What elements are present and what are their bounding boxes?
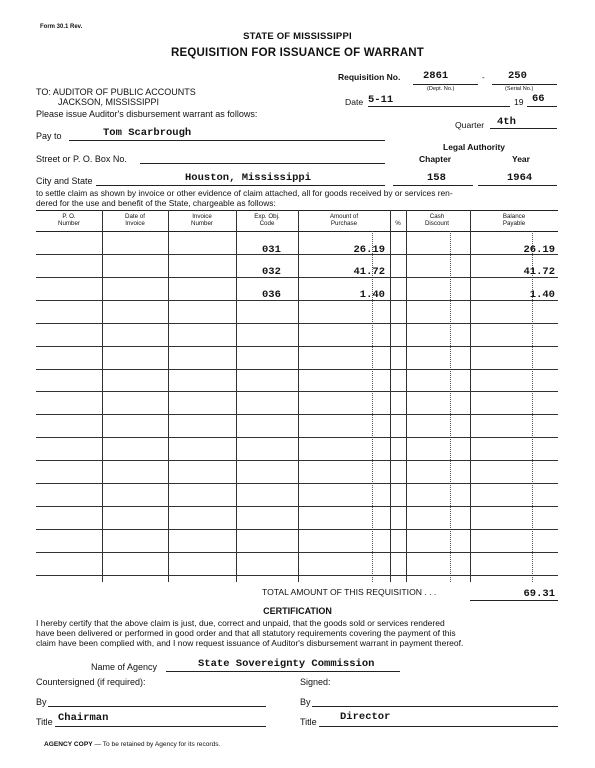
pay-to-line [69, 140, 385, 141]
requisition-label: Requisition No. [338, 72, 401, 82]
col-divider [102, 210, 103, 582]
by-label-left: By [36, 697, 47, 707]
title-left-line [55, 726, 266, 727]
state-title: STATE OF MISSISSIPPI [243, 31, 352, 42]
total-label: TOTAL AMOUNT OF THIS REQUISITION . . . [262, 587, 437, 597]
dept-no-value[interactable]: 2861 [423, 70, 449, 82]
by-right-line[interactable] [312, 706, 558, 707]
table-row-line [36, 414, 558, 415]
table-row-line [36, 575, 558, 576]
footer-note [44, 741, 220, 748]
table-header-rule [36, 231, 558, 232]
date-value[interactable]: 5-11 [368, 94, 394, 106]
quarter-value[interactable]: 4th [497, 116, 516, 128]
table-row-line [36, 552, 558, 553]
title-left-value[interactable]: Chairman [58, 712, 109, 724]
table-row-line [36, 437, 558, 438]
table-row-line [36, 254, 558, 255]
col-divider [236, 210, 237, 582]
pay-to-label: Pay to [36, 131, 62, 141]
table-row-line [36, 460, 558, 461]
legal-authority-heading: Legal Authority [443, 142, 506, 152]
title-right-line [319, 726, 558, 727]
dept-no-caption: (Dept. No.) [427, 86, 455, 92]
row-2-balance[interactable]: 41.72 [523, 266, 555, 278]
by-left-line[interactable] [48, 706, 266, 707]
by-label-right: By [300, 697, 311, 707]
settle-text-line1: to settle claim as shown by invoice or other evidence of claim attached, all for goods received by or services ren- [36, 188, 453, 198]
pay-to-value[interactable]: Tom Scarbrough [103, 127, 192, 139]
certification-line1: I hereby certify that the above claim is just, due, correct and unpaid, that the goods sold or services rendered [36, 618, 445, 628]
title-label-left: Title [36, 717, 53, 727]
serial-no-value[interactable]: 250 [508, 70, 527, 82]
total-line [470, 600, 558, 601]
table-row-line [36, 346, 558, 347]
row-2-code[interactable]: 032 [262, 266, 281, 278]
row-1-code[interactable]: 031 [262, 244, 281, 256]
row-1-amount[interactable]: 26.19 [353, 244, 385, 256]
signed-label: Signed: [300, 677, 331, 687]
header-date-of-invoice: Date of Invoice [125, 213, 145, 227]
date-label: Date [345, 97, 364, 107]
instruction-text: Please issue Auditor's disbursement warrant as follows: [36, 109, 258, 119]
table-row-line [36, 506, 558, 507]
agency-line [166, 671, 400, 672]
year-value[interactable]: 1964 [507, 172, 533, 184]
street-label: Street or P. O. Box No. [36, 154, 127, 164]
table-row-line [36, 323, 558, 324]
title-right-value[interactable]: Director [340, 711, 391, 723]
header-exp-obj-code: Exp. Obj. Code [254, 213, 280, 227]
chapter-label: Chapter [419, 154, 452, 164]
col-divider [406, 210, 407, 582]
header-po-number: P. O. Number [57, 213, 80, 227]
requisition-dash: - [482, 73, 485, 82]
col-divider [168, 210, 169, 582]
table-row-line [36, 300, 558, 301]
chapter-value[interactable]: 158 [427, 172, 446, 184]
table-row-line [36, 529, 558, 530]
total-value[interactable]: 69.31 [523, 588, 555, 600]
quarter-line [490, 128, 557, 129]
row-3-balance[interactable]: 1.40 [529, 289, 555, 301]
table-row-line [36, 369, 558, 370]
addressee-city: JACKSON, MISSISSIPPI [58, 97, 160, 107]
col-divider [470, 210, 471, 582]
header-invoice-number: Invoice Number [190, 213, 213, 227]
table-top-rule [36, 210, 558, 211]
countersigned-label: Countersigned (if required): [36, 677, 146, 687]
table-row-line [36, 483, 558, 484]
serial-no-caption: (Serial No.) [505, 86, 534, 92]
dept-no-line [413, 84, 478, 85]
row-2-amount[interactable]: 41.72 [353, 266, 385, 278]
title-label-right: Title [300, 717, 317, 727]
street-line [140, 163, 385, 164]
row-1-balance[interactable]: 26.19 [523, 244, 555, 256]
row-3-amount[interactable]: 1.40 [359, 289, 385, 301]
footer-bold: AGENCY COPY [44, 741, 93, 748]
certification-heading: CERTIFICATION [263, 606, 332, 616]
col-divider [390, 210, 391, 582]
year-label: Year [512, 154, 530, 164]
header-balance-payable: Balance Payable [502, 213, 526, 227]
row-3-code[interactable]: 036 [262, 289, 281, 301]
header-percent: % [395, 220, 401, 227]
chapter-line [393, 185, 473, 186]
date-line [368, 106, 510, 107]
header-cash-discount: Cash Discount [424, 213, 450, 227]
form-number: Form 30.1 Rev. [40, 24, 83, 30]
table-row-line [36, 391, 558, 392]
footer-rest: — To be retained by Agency for its records. [92, 741, 221, 748]
header-amount-of-purchase: Amount of Purchase [329, 213, 359, 227]
addressee-line: TO: AUDITOR OF PUBLIC ACCOUNTS [36, 87, 196, 97]
date-year-prefix: 19 [514, 97, 524, 107]
quarter-label: Quarter [455, 120, 485, 130]
certification-line2: have been delivered or performed in good order and that all statutory requirements covering the payment of this [36, 628, 456, 638]
col-divider [298, 210, 299, 582]
table-row-line [36, 277, 558, 278]
date-year-line [527, 106, 557, 107]
city-state-label: City and State [36, 176, 93, 186]
form-title: REQUISITION FOR ISSUANCE OF WARRANT [171, 47, 424, 59]
date-year-value[interactable]: 66 [532, 93, 545, 105]
agency-value[interactable]: State Sovereignty Commission [198, 658, 375, 670]
certification-line3: claim have been complied with, and I now request issuance of Auditor's disbursement warrant in payment thereof. [36, 638, 464, 648]
city-state-line [96, 185, 385, 186]
settle-text-line2: dered for the use and benefit of the State, chargeable as follows: [36, 198, 276, 208]
serial-no-line [492, 84, 557, 85]
city-state-value[interactable]: Houston, Mississippi [185, 172, 312, 184]
agency-label: Name of Agency [91, 662, 158, 672]
year-line [478, 185, 557, 186]
